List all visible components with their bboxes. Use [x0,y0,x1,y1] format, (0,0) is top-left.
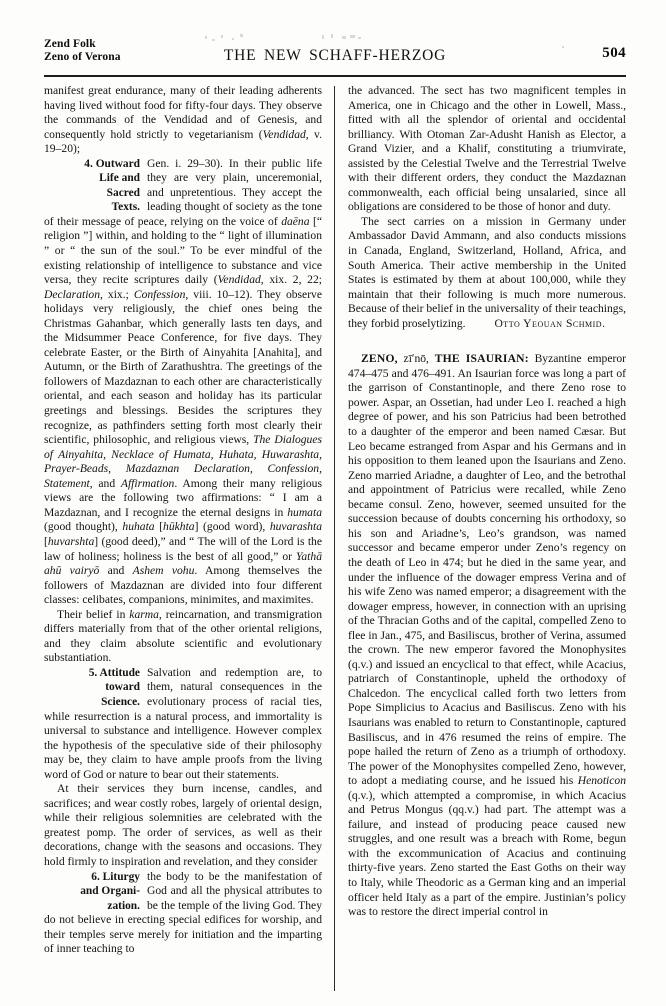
italic-term: Ashem vohu [132,564,195,578]
side-heading-line: and Organi- [80,885,140,898]
running-head-left-line1: Zend Folk [44,38,96,50]
text-run: , viii. 10–12). They observe holidays very religiously, the chief ones being the Christmas Gahanbar, which generally lasts ten days, and the Midsummer Peace Conference, for five days. They celebrate Easter, or the Birth of Ainyahita [Anahita], and Autumn, or the Birth of Zarathushtra. The greetings of the followers of Mazdaznan to each other are characteristically oriental, and each season and holiday has its particular greetings and blessings. Besides the scriptures they recognize, as pathfinders setting forth most clearly their scientific, philosophic, and religious views, [44,287,322,447]
text-run: Gen. i. 29–30). In their public life they are very plain, unceremonial, and unpretentious. They accept the leading thought of society as the tone of their message of peace, relying on the voice of [44,156,322,228]
paragraph [44,84,322,157]
side-heading-line: 5. Attitude [88,666,140,679]
side-heading-line: 6. Liturgy [91,870,140,883]
paragraph: Salvation and redemption are, to them, natural consequences in the evolutionary process of racial ties, while resurrection is a natural process, and immortality is universal to substance and intelligence. However complex the hypothesis of the speculative side of their philosophy may be, they claim to have ample proofs from the living word of God or nature to bear out their statements. [44,665,322,781]
right-column [335,84,626,991]
italic-title: Henoticon [577,774,626,788]
entry-pronunciation: zīʹnō, [403,352,429,366]
running-head-title: THE NEW SCHAFF-HERZOG [223,47,447,64]
paragraph [44,608,322,666]
scan-speckle [240,34,243,37]
italic-term: humata [287,505,322,519]
text-run: Byzantine emperor 474–475 and 476–491. An Isaurian force was long a part of the garrison of Constantinople, and there Zeno rose to power. Aspar, an Ossetian, had under Leo I. reached a high degree of power, and his son Patricius had been betrothed to a daughter of the emperor and been named Cæsar. But Leo became estranged from Aspar and his Germans and in his opposition to them leaned upon the Isaurians and Zeno. Zeno married Ariadne, a daughter of Leo, and the betrothal and appointment of Patricius were recalled, while Zeno became consul. Zeno, however, seemed unsuited for the succession because of doubts concerning his orthodoxy, so his son and Ariadne’s, Leo’s grandson, was named successor and became emperor under Zeno’s regency on the death of Leo in 474; but he died in the same year, and under the influence of the dowager empress Verina and of his wife Zeno was named emperor; a disagreement with the dowager empress, however, in connection with an uprising of the Thracian Goths and of the capital, compelled Zeno to flee in Jan., 475, and Basiliscus, brother of Verina, assumed the crown. The new emperor favored the Monophysites (q.v.) and issued an encyclical to that effect, while Acacius, patriarch of Constantinople, upheld the orthodoxy of Chalcedon. The encyclical called forth two letters from Pope Simplicius to Acacius and Basiliscus. Zeno with his Isaurians was enabled to return to Constantinople, captured Basiliscus, and in 476 resumed the reins of empire. The pope hailed the return of Zeno as a triumph of orthodoxy. The power of the Monophysites compelled Zeno, however, to adopt a mediating course, and he issued his [348,352,626,788]
side-heading-line: Life and [99,172,140,185]
text-run: . Among themselves the followers of Mazdaznan are divided into four different classes: celibates, companions, minimites, and maximites. [44,564,322,607]
italic-title: Confession [133,287,186,301]
left-column [44,84,334,991]
entry-spacer [348,331,626,337]
italic-title: Vendidad [262,127,306,141]
section-4-block [44,157,322,608]
entry-qualifier: THE ISAURIAN: [434,352,529,366]
italic-title: Vendidad [217,273,261,287]
italic-term: karma [129,607,159,621]
side-heading-line: toward [105,681,140,694]
italic-term: hūkhta [163,520,195,534]
italic-term: huvarashta [269,520,322,534]
text-run: , xix.; [100,287,134,301]
side-heading-line: Science. [101,695,140,708]
running-head [44,38,626,70]
side-heading-line: Texts. [111,201,140,214]
paragraph: At their services they burn incense, candles, and sacrifices; and wear costly robes, largely of oriental design, while their religious solemnities are celebrated with the greatest pomp. The order of services, as well as their decorations, change with the seasons and occasions. They hold firmly to inspiration and revelation, and they consider [44,782,322,868]
text-run: . Among their many religious views are the following two affirmations: “ I am a Mazdaznan, and I recognize the eternal designs in [44,476,322,519]
italic-title: The Dialogues of Ainyahita, Necklace of Humata, Huhata, Huwarashta, Prayer-Beads, Mazdaznan Declaration, Confession, Statement [44,433,322,490]
encyclopedia-entry [348,352,626,919]
side-heading-4 [44,157,140,215]
side-heading-5 [44,666,140,710]
italic-term: huhata [122,520,155,534]
italic-term: Yathā ahū vairyō [44,549,322,578]
section-6-block [44,870,322,957]
text-run: [“ religion ”] within, and holding to the “ light of illumination ” or “ the sun of the soul.” To be ever mindful of the existing relationship of intelligence to substance and vice versa, they recite scriptures daily ( [44,214,322,287]
side-heading-line: zation. [107,899,140,912]
text-run: , and [89,476,121,490]
italic-title: Declaration [44,287,101,301]
text-run: (good thought), [44,520,123,534]
text-run: The sect carries on a mission in Germany under Ambassador David Ammann, and also conducts missions in Canada, England, Switzerland, Holland, Africa, and South America. Their active membership in the United States is estimated by them at about 100,000, while they maintain that their following is much more numerous. Because of their belief in the universality of their teachings, they forbid proselytizing. [348,214,626,330]
text-run: [ [154,520,164,534]
text-run: and [99,564,133,578]
italic-title: Affirmation [120,476,175,490]
text-run: manifest great endurance, many of their leading adherents having lived without food for fifty-four days. They observe the commands of the Vendidad and of Genesis, and consequently hold strictly to vegetarianism ( [44,84,322,141]
page-number: 504 [602,45,626,61]
side-heading-line: 4. Outward [84,157,140,170]
section-5-block [44,666,322,782]
text-run: [ [44,534,48,548]
entry-headword: ZENO, [361,352,398,366]
article-byline: Otto Yeouan Schmid. [494,316,606,330]
text-run: , reincarnation, and transmigration differs materially from that of the other oriental religions, and they claim absolute scientific and evolutionary substantiation. [44,607,322,665]
text-run: ] (good word), [194,520,270,534]
side-heading-6 [44,870,140,914]
text-run: , v. 19–20); [44,127,322,156]
side-heading-line: Sacred [106,186,140,199]
text-run: , xix. 2, 22; [260,273,322,287]
text-columns [44,84,626,991]
paragraph [348,215,626,331]
text-run: (q.v.), which attempted a compromise, in which Acacius and Petrus Mongus (qq.v.) had part. The attempt was a failure, and instead of producing peace caused new struggles, and one result was a breach with Rome, begun with the excommunication of Acacius and continuing thirty-five years. Zeno started the East Goths on their way to Italy, while Theodoric as a German king and an imperial officer held Italy as a part of the empire. Justinian’s policy was to restore the direct imperial control in [348,788,626,919]
text-run: Their belief in [57,607,130,621]
italic-term: daēna [281,214,310,228]
text-run: ] (good deed),” and “ The will of the Lord is the law of holiness; holiness is the best of all good,” or [44,534,322,563]
paragraph: the advanced. The sect has two magnificent temples in America, one in Chicago and the other in Lowell, Mass., fitted with all the splendor of oriental and occidental brilliancy. With Otoman Zar-Adusht Hanish as Elector, a Grand Vizier, and a Khalif, constituting a triumvirate, assisted by the Celestial Twelve and the Terrestrial Twelve with their different orders, they conduct the Mazdaznan commonwealth, each official being unsalaried, since all obligations are considered to be those of honor and duty. [348,84,626,214]
header-rule [44,75,626,77]
italic-term: huvarshta [47,534,95,548]
paragraph [44,157,322,608]
running-head-left-line2: Zeno of Verona [44,50,121,63]
paragraph: the body to be the manifestation of God and all the physical attributes to be the temple of the living God. They do not believe in erecting special edifices for worship, and their temples serve merely for initiation and the imparting of inner teaching to [44,869,322,956]
